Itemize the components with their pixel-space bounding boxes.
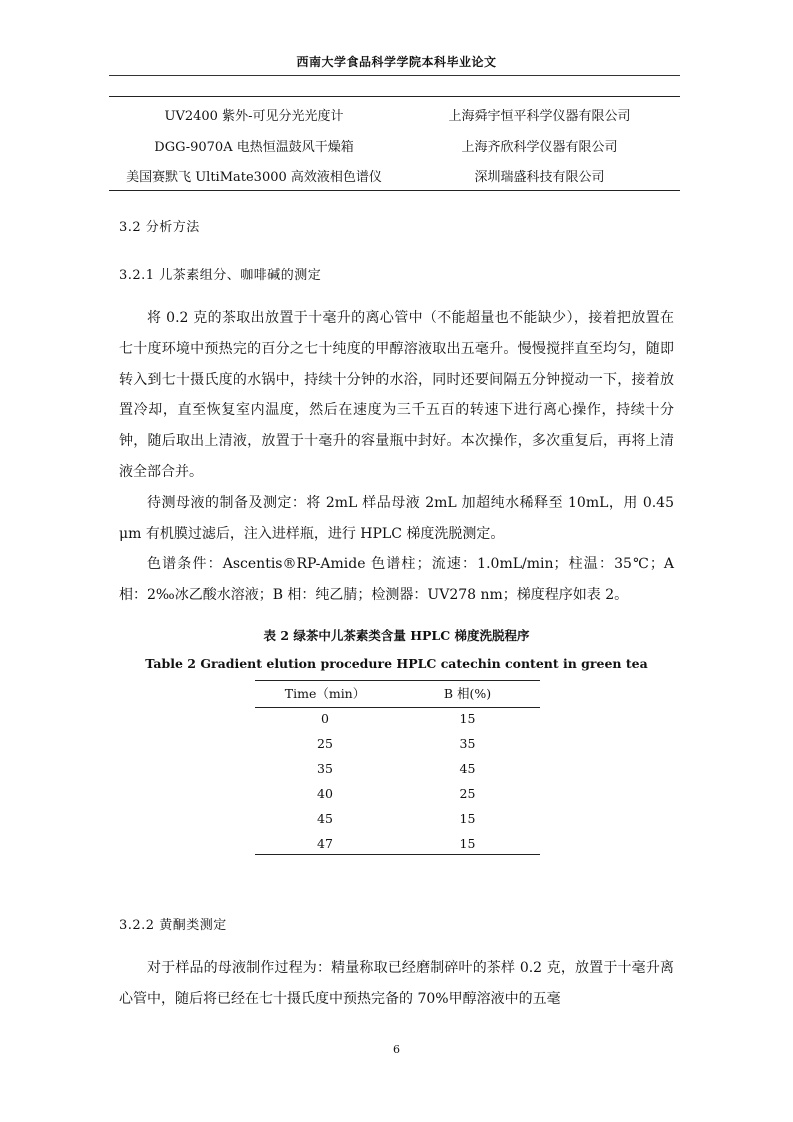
- section-heading-3-2-2: 3.2.2 黄酮类测定: [119, 918, 227, 933]
- table-cell: 47: [317, 836, 333, 851]
- body-text-3-2-2: [119, 953, 674, 1015]
- table-cell: 15: [459, 711, 476, 726]
- table-cell: 15: [459, 836, 476, 851]
- table2-top-rule: [255, 680, 540, 681]
- equipment-row: [109, 105, 680, 129]
- table-caption-cn: 表 2 绿茶中儿茶素类含量 HPLC 梯度洗脱程序: [263, 628, 530, 643]
- table2-header-row: [255, 684, 540, 709]
- equipment-maker: 深圳瑞盛科技有限公司: [474, 170, 605, 185]
- table-cell: 35: [317, 761, 333, 776]
- table-cell: 45: [459, 761, 476, 776]
- table-header-b-phase: B 相(%): [443, 686, 492, 701]
- equipment-row: [109, 136, 680, 160]
- section-heading-3-2-1: 3.2.1 儿茶素组分、咖啡碱的测定: [119, 268, 322, 283]
- running-header: 西南大学食品科学学院本科毕业论文: [296, 55, 497, 69]
- table2-body: [255, 711, 540, 861]
- table-cell: 15: [459, 811, 476, 826]
- equipment-row: [109, 166, 680, 190]
- equipment-name: DGG-9070A 电热恒温鼓风干燥箱: [154, 140, 354, 155]
- table-row: [255, 811, 540, 836]
- equipment-name: 美国赛默飞 UltiMate3000 高效液相色谱仪: [126, 170, 382, 185]
- table-cell: 40: [317, 786, 333, 801]
- table2-header-rule: [255, 707, 540, 708]
- table-row: [255, 786, 540, 811]
- table-cell: 45: [317, 811, 333, 826]
- equipment-maker: 上海舜宇恒平科学仪器有限公司: [448, 109, 631, 124]
- table-row: [255, 836, 540, 861]
- table-caption-en: Table 2 Gradient elution procedure HPLC catechin content in green tea: [145, 656, 648, 671]
- table-cell: 25: [317, 736, 333, 751]
- table-cell: 0: [321, 711, 329, 726]
- paragraph: 待测母液的制备及测定：将 2mL 样品母液 2mL 加超纯水稀释至 10mL，用 0.45 μm 有机膜过滤后，注入进样瓶，进行 HPLC 梯度洗脱测定。: [119, 494, 674, 542]
- body-text-3-2-1: [119, 303, 674, 611]
- table-cell: 35: [459, 736, 476, 751]
- table-row: [255, 736, 540, 761]
- paragraph: 色谱条件：Ascentis®RP-Amide 色谱柱；流速：1.0mL/min；柱温：35℃；A 相：2‰冰乙酸水溶液；B 相：纯乙腈；检测器：UV278 nm；梯度程序如表 2。: [119, 556, 674, 604]
- header-divider: [109, 75, 680, 76]
- table-header-time: Time（min）: [284, 686, 366, 701]
- equipment-table-top-rule: [109, 96, 680, 97]
- equipment-maker: 上海齐欣科学仪器有限公司: [461, 140, 618, 155]
- table-row: [255, 711, 540, 736]
- table2-bottom-rule: [255, 854, 540, 855]
- equipment-name: UV2400 紫外-可见分光光度计: [164, 109, 344, 124]
- page-number: 6: [393, 1043, 400, 1056]
- paragraph: 将 0.2 克的茶取出放置于十毫升的离心管中（不能超量也不能缺少），接着把放置在七十度环境中预热完的百分之七十纯度的甲醇溶液取出五毫升。慢慢搅拌直至均匀，随即转入到七十摄氏度的水锅中，持续十分钟的水浴，同时还要间隔五分钟搅动一下，接着放置冷却，直至恢复室内温度，然后在速度为三千五百的转速下进行离心操作，持续十分钟，随后取出上清液，放置于十毫升的容量瓶中封好。本次操作，多次重复后，再将上清液全部合并。: [119, 310, 674, 480]
- table-cell: 25: [459, 786, 476, 801]
- section-heading-3-2: 3.2 分析方法: [119, 220, 200, 235]
- equipment-table-bottom-rule: [109, 190, 680, 191]
- paragraph: 对于样品的母液制作过程为：精量称取已经磨制碎叶的茶样 0.2 克，放置于十毫升离心管中，随后将已经在七十摄氏度中预热完备的 70%甲醇溶液中的五毫: [119, 960, 674, 1007]
- table-row: [255, 761, 540, 786]
